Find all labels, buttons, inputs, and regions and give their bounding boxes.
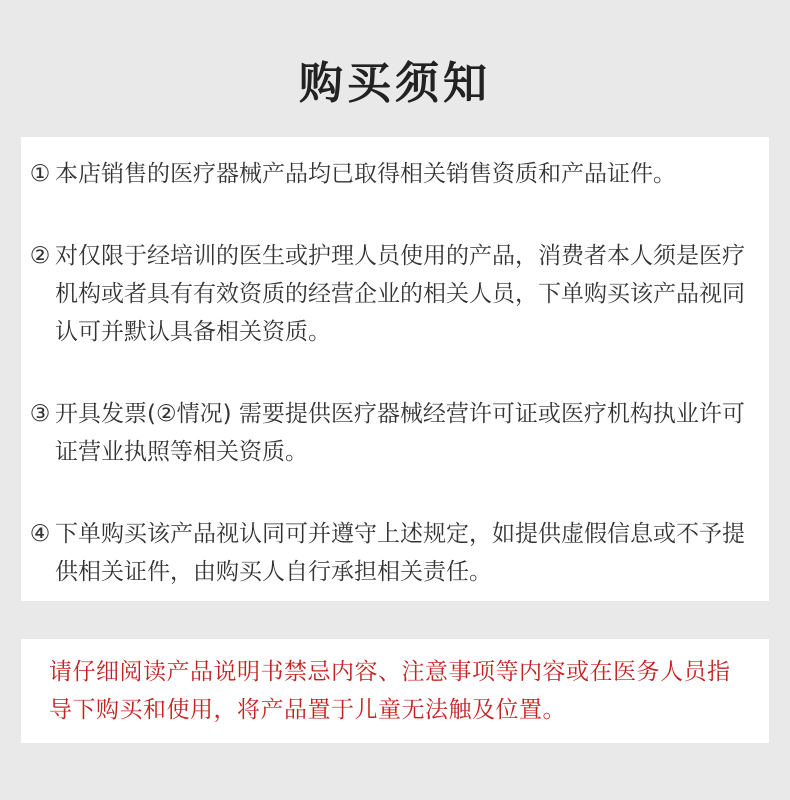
item-text: 对仅限于经培训的医生或护理人员使用的产品，消费者本人须是医疗机构或者具有有效资质的经营企业的相关人员，下单购买该产品视同认可并默认具备相关资质。 — [55, 243, 745, 345]
item-text: 下单购买该产品视认同可并遵守上述规定，如提供虚假信息或不予提供相关证件，由购买人自行承担相关责任。 — [55, 521, 745, 585]
item-text: 本店销售的医疗器械产品均已取得相关销售资质和产品证件。 — [55, 161, 676, 187]
item-number: ④ — [29, 521, 51, 547]
notice-item-3 — [25, 395, 759, 471]
item-number: ① — [29, 161, 51, 187]
notice-item-4 — [25, 515, 759, 591]
item-text: 开具发票(②情况) 需要提供医疗器械经营许可证或医疗机构执业许可证营业执照等相关资质。 — [55, 401, 745, 465]
notice-item-2 — [25, 237, 759, 351]
notice-card — [21, 137, 769, 601]
item-number: ③ — [29, 401, 51, 427]
item-number: ② — [29, 243, 51, 269]
warning-card — [21, 639, 769, 743]
notice-item-1 — [25, 155, 759, 193]
page-title: 购买须知 — [299, 58, 491, 109]
warning-text: 请仔细阅读产品说明书禁忌内容、注意事项等内容或在医务人员指导下购买和使用，将产品置于儿童无法触及位置。 — [49, 659, 731, 723]
